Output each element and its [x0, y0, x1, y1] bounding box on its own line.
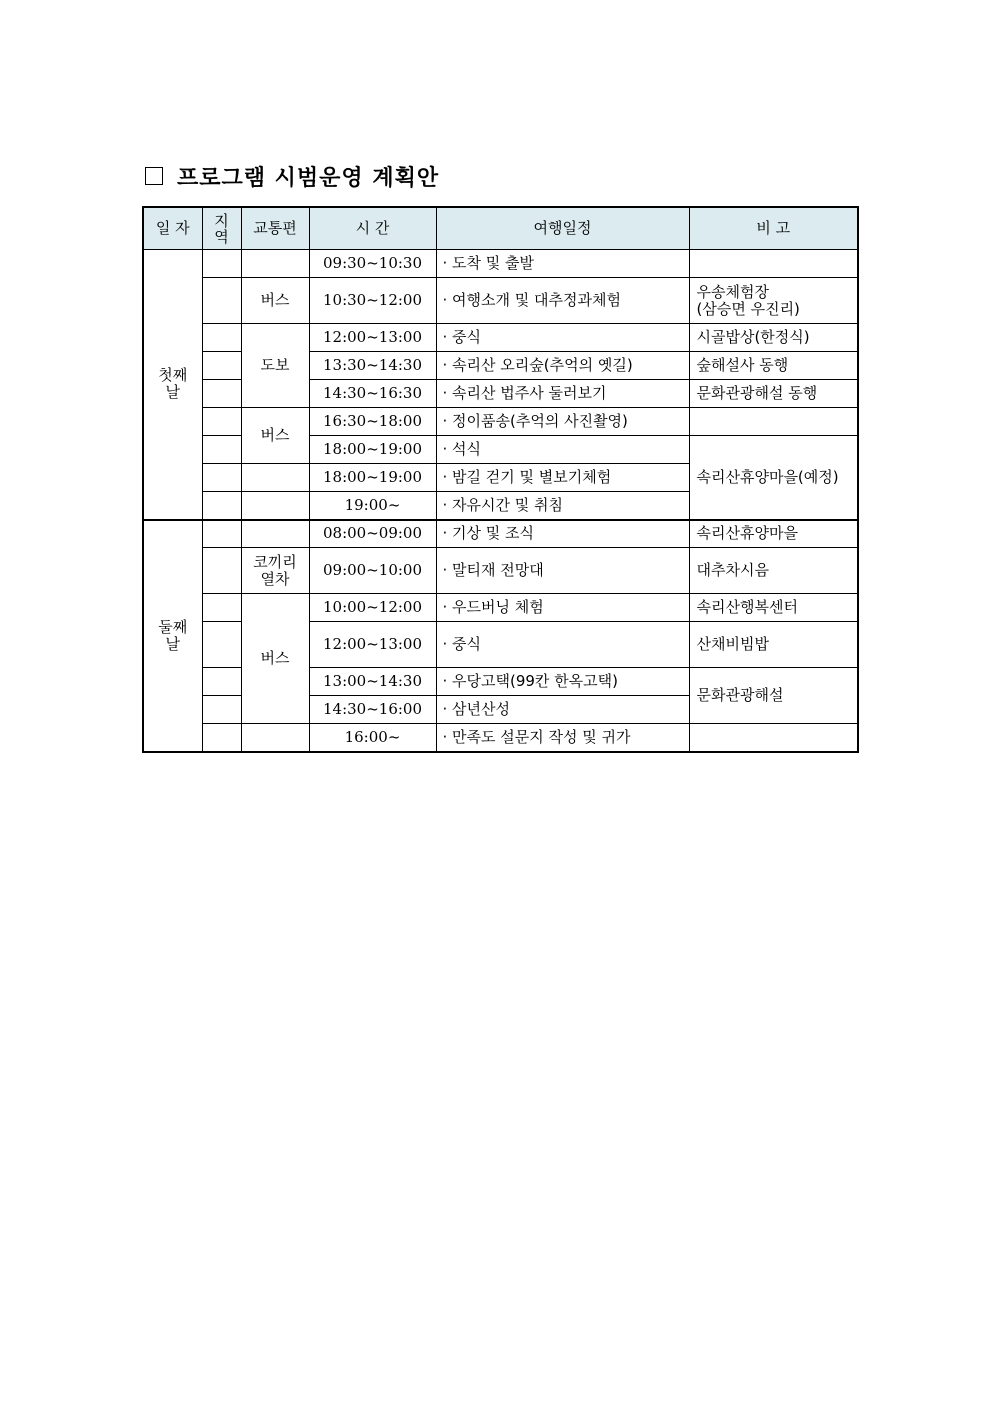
table-row [143, 250, 858, 278]
header-time: 시 간 [309, 207, 436, 250]
table-row [143, 724, 858, 752]
time-cell: 12:00~13:00 [309, 324, 436, 352]
time-cell: 08:00~09:00 [309, 520, 436, 548]
time-cell: 16:00~ [309, 724, 436, 752]
header-itinerary: 여행일정 [436, 207, 689, 250]
page-title [145, 161, 439, 191]
table-row [143, 324, 858, 352]
transport-cell [241, 492, 309, 520]
time-cell: 09:00~10:00 [309, 548, 436, 594]
region-cell [202, 408, 241, 436]
table-row [143, 408, 858, 436]
time-cell: 19:00~ [309, 492, 436, 520]
note-jujube: 대추차시음 [689, 548, 858, 594]
time-cell: 16:30~18:00 [309, 408, 436, 436]
header-day: 일 자 [143, 207, 202, 250]
note-bibimbap: 산채비빔밥 [689, 622, 858, 668]
table-row [143, 548, 858, 594]
region-cell [202, 696, 241, 724]
transport-cell [241, 250, 309, 278]
note-lunch: 시골밥상(한정식) [689, 324, 858, 352]
day2-label: 둘째날 [143, 520, 202, 752]
table-row [143, 278, 858, 324]
itinerary-cell: · 속리산 법주사 둘러보기 [436, 380, 689, 408]
schedule-table [142, 206, 859, 753]
itinerary-cell: · 말티재 전망대 [436, 548, 689, 594]
itinerary-cell: · 정이품송(추억의 사진촬영) [436, 408, 689, 436]
note-forest: 숲해설사 동행 [689, 352, 858, 380]
note-village: 속리산휴양마을(예정) [689, 436, 858, 520]
itinerary-cell: · 기상 및 조식 [436, 520, 689, 548]
time-cell: 10:00~12:00 [309, 594, 436, 622]
region-cell [202, 724, 241, 752]
region-cell [202, 622, 241, 668]
transport-cell [241, 464, 309, 492]
time-cell: 18:00~19:00 [309, 464, 436, 492]
note-center: 속리산행복센터 [689, 594, 858, 622]
region-cell [202, 668, 241, 696]
time-cell: 18:00~19:00 [309, 436, 436, 464]
region-cell [202, 520, 241, 548]
time-cell: 10:30~12:00 [309, 278, 436, 324]
header-note: 비 고 [689, 207, 858, 250]
itinerary-cell: · 중식 [436, 324, 689, 352]
table-row [143, 594, 858, 622]
region-cell [202, 492, 241, 520]
time-cell: 12:00~13:00 [309, 622, 436, 668]
time-cell: 14:30~16:00 [309, 696, 436, 724]
note-experience: 우송체험장 (삼승면 우진리) [689, 278, 858, 324]
region-cell [202, 380, 241, 408]
note-cell [689, 250, 858, 278]
itinerary-cell: · 중식 [436, 622, 689, 668]
region-cell [202, 352, 241, 380]
itinerary-cell: · 삼년산성 [436, 696, 689, 724]
day1-label: 첫째날 [143, 250, 202, 520]
region-cell [202, 250, 241, 278]
checkbox-square-icon [145, 167, 163, 185]
region-cell [202, 278, 241, 324]
transport-bus: 버스 [241, 594, 309, 724]
transport-bus: 버스 [241, 278, 309, 324]
itinerary-cell: · 속리산 오리숲(추억의 옛길) [436, 352, 689, 380]
region-cell [202, 436, 241, 464]
note-culture: 문화관광해설 [689, 668, 858, 724]
time-cell: 14:30~16:30 [309, 380, 436, 408]
transport-walk: 도보 [241, 324, 309, 408]
region-cell [202, 464, 241, 492]
time-cell: 13:30~14:30 [309, 352, 436, 380]
note-village: 속리산휴양마을 [689, 520, 858, 548]
region-cell [202, 324, 241, 352]
itinerary-cell: · 도착 및 출발 [436, 250, 689, 278]
itinerary-cell: · 만족도 설문지 작성 및 귀가 [436, 724, 689, 752]
header-region: 지역 [202, 207, 241, 250]
itinerary-cell: · 여행소개 및 대추정과체험 [436, 278, 689, 324]
itinerary-cell: · 우드버닝 체험 [436, 594, 689, 622]
table-header-row [143, 207, 858, 250]
note-cell [689, 408, 858, 436]
itinerary-cell: · 우당고택(99칸 한옥고택) [436, 668, 689, 696]
header-transport: 교통편 [241, 207, 309, 250]
table-row [143, 520, 858, 548]
note-cell [689, 724, 858, 752]
time-cell: 09:30~10:30 [309, 250, 436, 278]
itinerary-cell: · 자유시간 및 취침 [436, 492, 689, 520]
transport-cell [241, 520, 309, 548]
itinerary-cell: · 석식 [436, 436, 689, 464]
transport-cell [241, 724, 309, 752]
transport-train: 코끼리열차 [241, 548, 309, 594]
transport-bus: 버스 [241, 408, 309, 464]
note-culture: 문화관광해설 동행 [689, 380, 858, 408]
region-cell [202, 594, 241, 622]
region-cell [202, 548, 241, 594]
time-cell: 13:00~14:30 [309, 668, 436, 696]
page-title-text: 프로그램 시범운영 계획안 [177, 164, 440, 191]
itinerary-cell: · 밤길 걷기 및 별보기체험 [436, 464, 689, 492]
